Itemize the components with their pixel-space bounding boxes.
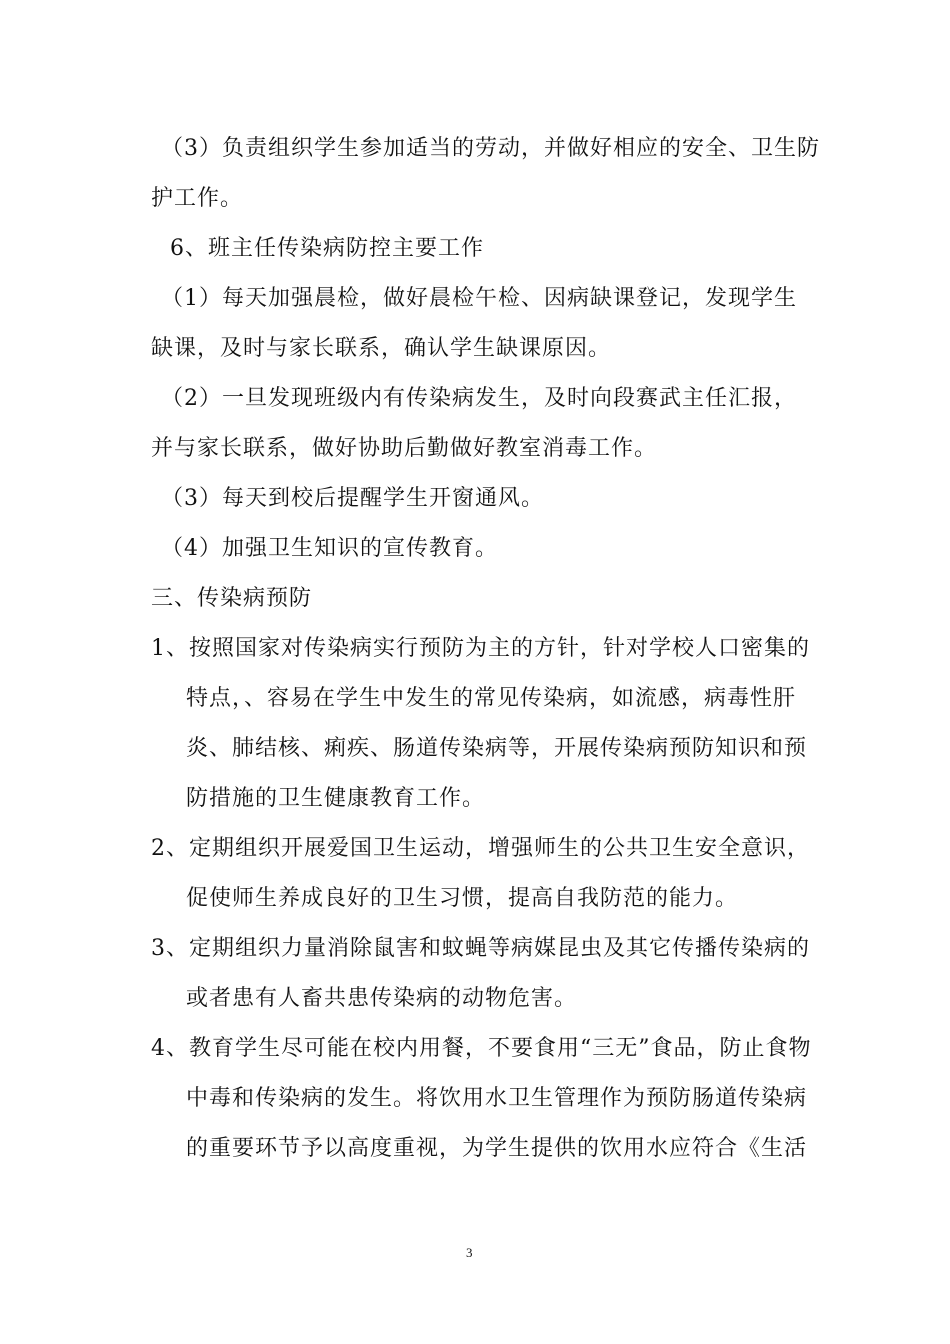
text-line: （1）每天加强晨检，做好晨检午检、因病缺课登记，发现学生 [161,286,797,311]
text-line: 护工作。 [151,186,244,211]
page-number: 3 [466,1245,473,1260]
section-heading: 三、传染病预防 [151,586,313,611]
list-item-continuation: 或者患有人畜共患传染病的动物危害。 [186,986,578,1011]
list-item-continuation: 特点，、容易在学生中发生的常见传染病，如流感，病毒性肝 [186,686,797,711]
list-item-continuation: 的重要环节予以高度重视，为学生提供的饮用水应符合《生活 [186,1136,808,1161]
list-item-continuation: 炎、肺结核、痢疾、肠道传染病等，开展传染病预防知识和预 [186,736,808,761]
text-line: （4）加强卫生知识的宣传教育。 [161,536,498,561]
list-item-continuation: 防措施的卫生健康教育工作。 [186,786,486,811]
text-line: 并与家长联系，做好协助后勤做好教室消毒工作。 [151,436,658,461]
text-line: （3）负责组织学生参加适当的劳动，并做好相应的安全、卫生防 [161,136,820,161]
section-heading: 6、班主任传染病防控主要工作 [170,236,484,261]
text-line: （2）一旦发现班级内有传染病发生，及时向段赛武主任汇报， [161,386,797,411]
list-item: 2、定期组织开展爱国卫生运动，增强师生的公共卫生安全意识， [151,836,810,861]
list-item-continuation: 中毒和传染病的发生。将饮用水卫生管理作为预防肠道传染病 [186,1086,808,1111]
text-line: （3）每天到校后提醒学生开窗通风。 [161,486,544,511]
text-line: 缺课，及时与家长联系，确认学生缺课原因。 [151,336,612,361]
list-item-continuation: 促使师生养成良好的卫生习惯，提高自我防范的能力。 [186,886,739,911]
list-item: 1、按照国家对传染病实行预防为主的方针，针对学校人口密集的 [151,636,810,661]
list-item: 3、定期组织力量消除鼠害和蚊蝇等病媒昆虫及其它传播传染病的 [151,936,810,961]
list-item: 4、教育学生尽可能在校内用餐，不要食用“三无”食品，防止食物 [151,1036,812,1061]
